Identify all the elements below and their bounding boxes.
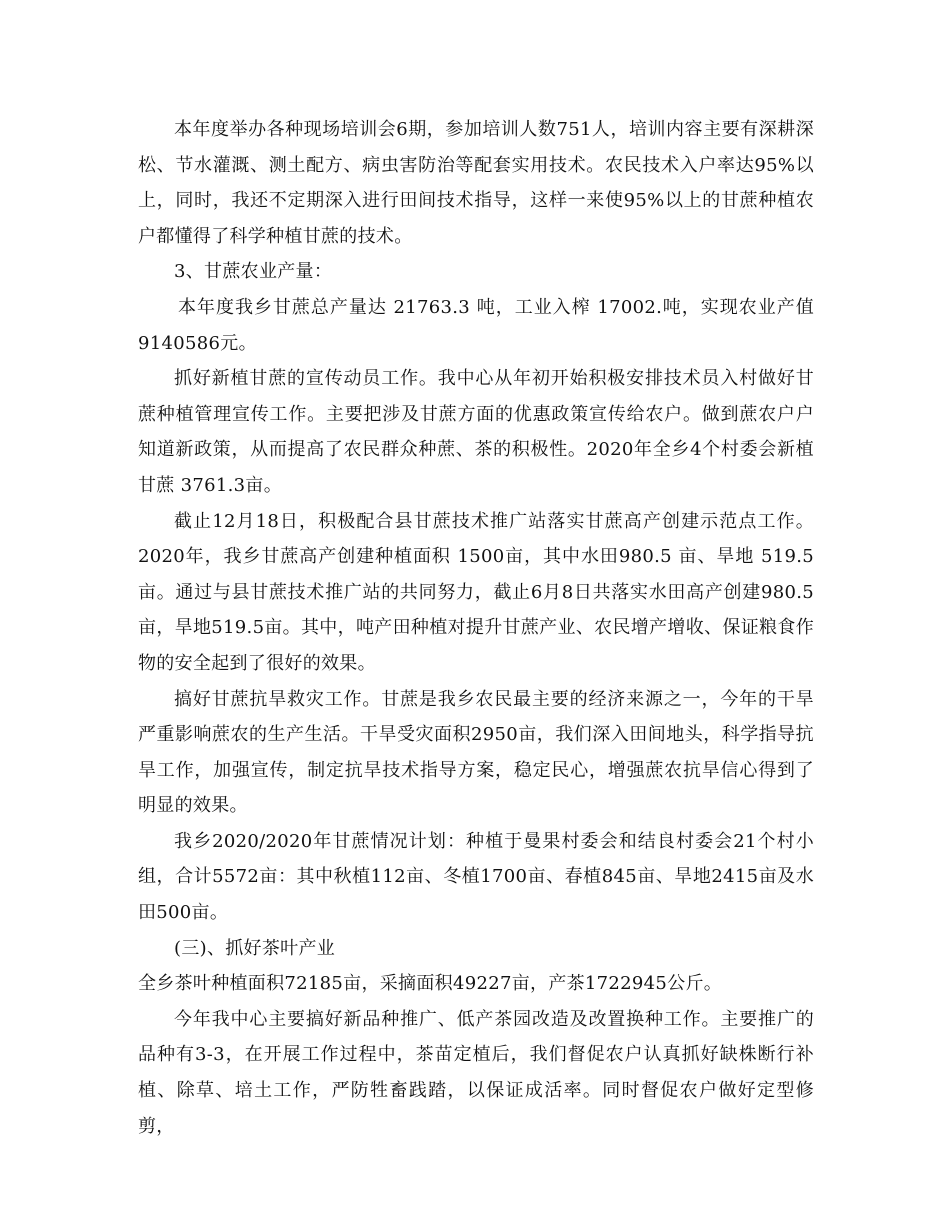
- paragraph-tea-work: 今年我中心主要搞好新品种推广、低产茶园改造及改置换种工作。主要推广的品种有3-3，在开展工作过程中，茶苗定植后，我们督促农户认真抓好缺株断行补植、除草、培土工作，严防牲畜践踏，以保证成活率。同时督促农户做好定型修剪，: [138, 1008, 814, 1137]
- paragraph-tea-area: 全乡茶叶种植面积72185亩，采摘面积49227亩，产茶1722945公斤。: [138, 973, 723, 995]
- paragraph-high-yield: 截止12月18日，积极配合县甘蔗技术推广站落实甘蔗高产创建示范点工作。2020年，我乡甘蔗高产创建种植面积 1500亩，其中水田980.5 亩、旱地 519.5亩。通过与县甘蔗技术推广站的共同努力，截止6月8日共落实水田高产创建980.5亩，旱地519.5亩。其中，吨产田种植对提升甘蔗产业、农民增产增收、保证粮食作物的安全起到了很好的效果。: [138, 510, 814, 674]
- heading-sugarcane-output: 3、甘蔗农业产量：: [174, 261, 333, 283]
- paragraph-training: 本年度举办各种现场培训会6期，参加培训人数751人，培训内容主要有深耕深松、节水灌溉、测土配方、病虫害防治等配套实用技术。农民技术入户率达95%以上，同时，我还不定期深入进行田间技术指导，这样一来使95%以上的甘蔗种植农户都懂得了科学种植甘蔗的技术。: [138, 119, 814, 247]
- paragraph-output: 本年度我乡甘蔗总产量达 21763.3 吨，工业入榨 17002.吨，实现农业产值9140586元。: [138, 296, 814, 354]
- paragraph-drought: 搞好甘蔗抗旱救灾工作。甘蔗是我乡农民最主要的经济来源之一，今年的干旱严重影响蔗农的生产生活。干旱受灾面积2950亩，我们深入田间地头，科学指导抗旱工作，加强宣传，制定抗旱技术指导方案，稳定民心，增强蔗农抗旱信心得到了明显的效果。: [138, 688, 814, 817]
- paragraph-publicity: 抓好新植甘蔗的宣传动员工作。我中心从年初开始积极安排技术员入村做好甘蔗种植管理宣传工作。主要把涉及甘蔗方面的优惠政策宣传给农户。做到蔗农户户知道新政策，从而提高了农民群众种蔗、茶的积极性。2020年全乡4个村委会新植甘蔗 3761.3亩。: [138, 368, 814, 496]
- paragraph-plan: 我乡2020/2020年甘蔗情况计划：种植于曼果村委会和结良村委会21个村小组，合计5572亩：其中秋植112亩、冬植1700亩、春植845亩、旱地2415亩及水田500亩。: [138, 830, 814, 924]
- document-page: [138, 112, 814, 1144]
- heading-tea-industry: (三)、抓好茶叶产业: [174, 937, 336, 959]
